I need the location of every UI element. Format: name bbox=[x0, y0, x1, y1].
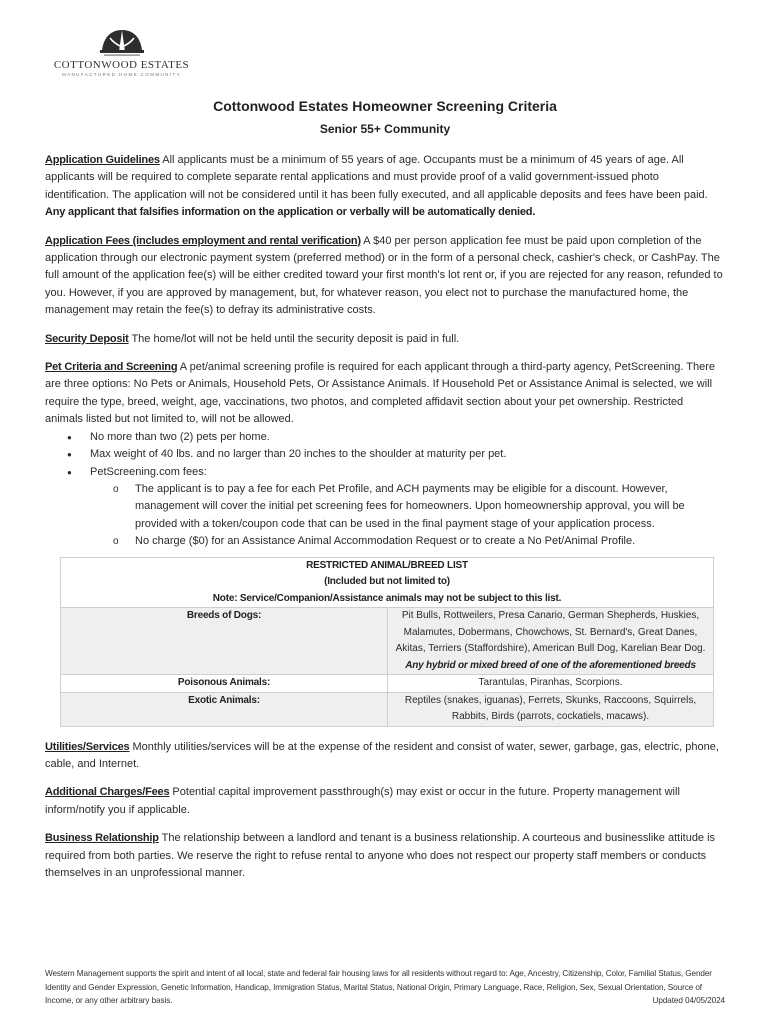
section-application-guidelines bbox=[45, 152, 723, 222]
section-label: Additional Charges/Fees bbox=[45, 786, 170, 799]
document-body bbox=[45, 152, 723, 893]
section-text: All applicants must be a minimum of 55 years of age. Occupants must be a minimum of 45 years of age. All applicants will be required to complete separate rental applications and must provide proof of a valid government-issued photo identification. The application will not be considered until it has been fully executed, and all applicable deposits and fees have been paid. bbox=[45, 154, 708, 201]
list-item: ● No more than two (2) pets per home. bbox=[90, 429, 723, 446]
footer-text: Western Management supports the spirit and intent of all local, state and federal fair housing laws for all residents without regard to: Age, Ancestry, Citizenship, Color, Familial Status, Gender Identity and Gender Expression, Genetic Information, Handicap, Immigration Status, Marital Status, National Origin, Primary Language, Race, Religion, Sex, Sexual Orientation, Source of Income, or any other arbitrary basis. bbox=[45, 969, 712, 1005]
section-text: The home/lot will not be held until the security deposit is paid in full. bbox=[128, 332, 460, 345]
list-item-text: PetScreening.com fees: bbox=[90, 465, 207, 478]
section-security-deposit bbox=[45, 331, 723, 348]
list-item: ● Max weight of 40 lbs. and no larger than 20 inches to the shoulder at maturity per pet. bbox=[90, 446, 723, 463]
table-cell-value: Tarantulas, Piranhas, Scorpions. bbox=[388, 675, 714, 693]
section-pet-criteria bbox=[45, 359, 723, 429]
updated-date: Updated 04/05/2024 bbox=[652, 996, 725, 1005]
restricted-breed-table bbox=[60, 557, 714, 727]
section-utilities bbox=[45, 739, 723, 774]
table-cell-category: Breeds of Dogs: bbox=[61, 608, 388, 675]
section-text: A $40 per person application fee must be paid upon completion of the application through our electronic payment system (preferred method) or in the form of a personal check, cashier's check, or CashPay. The full amount of the application fee(s) will be either credited toward your first month's lot rent or, if you are rejected for any reason, refunded to you. However, if you are approved by management, but, for whatever reason, you elect not to purchase the manufactured home, the management may retain the fee(s) to defray its administrative costs. bbox=[45, 234, 723, 317]
table-cell-category: Exotic Animals: bbox=[61, 692, 388, 726]
pet-rules-list bbox=[45, 429, 723, 551]
breed-list-text: Pit Bulls, Rottweilers, Presa Canario, German Shepherds, Huskies, Malamutes, Dobermans, Chowchows, St. Bernard's, Great Danes, Akitas, Terriers (Staffordshire), American Bull Dog, Karelian Bear Dog. bbox=[395, 610, 706, 655]
logo-name: COTTONWOOD ESTATES bbox=[53, 59, 190, 71]
document-title: Cottonwood Estates Homeowner Screening Criteria bbox=[213, 98, 557, 114]
table-row bbox=[61, 608, 714, 675]
section-business-relationship bbox=[45, 830, 723, 882]
breed-hybrid-note: Any hybrid or mixed breed of one of the aforementioned breeds bbox=[405, 659, 696, 671]
table-header-title: RESTRICTED ANIMAL/BREED LIST bbox=[306, 559, 468, 571]
section-label: Application Fees (includes employment and rental verification) bbox=[45, 234, 361, 247]
section-text: Potential capital improvement passthrough(s) may exist or occur in the future. Property management will inform/notify you if applicable. bbox=[45, 786, 680, 816]
list-item: o No charge ($0) for an Assistance Animal Accommodation Request or to create a No Pet/Animal Profile. bbox=[135, 533, 723, 550]
table-cell-value bbox=[388, 608, 714, 675]
section-additional-charges bbox=[45, 784, 723, 819]
table-header-note: Note: Service/Companion/Assistance animals may not be subject to this list. bbox=[212, 592, 562, 604]
section-text: Monthly utilities/services will be at the expense of the resident and consist of water, sewer, garbage, gas, electric, phone, cable, and Internet. bbox=[45, 740, 719, 770]
section-label: Business Relationship bbox=[45, 832, 159, 845]
table-cell-category: Poisonous Animals: bbox=[61, 675, 388, 693]
section-text: A pet/animal screening profile is required for each applicant through a third-party agency, PetScreening. There are three options: No Pets or Animals, Household Pets, Or Assistance Animals. If Household Pet or Assistance Animal is selected, we will require the type, breed, weight, age, vaccinations, two photos, and completed affidavit section about your pet ownership. Restricted animals listed but not limited to, will not be allowed. bbox=[45, 361, 716, 426]
table-cell-value: Reptiles (snakes, iguanas), Ferrets, Skunks, Raccoons, Squirrels, Rabbits, Birds (parrots, cockatiels, macaws). bbox=[388, 692, 714, 726]
company-logo bbox=[44, 26, 199, 88]
list-item bbox=[90, 464, 723, 551]
list-item: o The applicant is to pay a fee for each Pet Profile, and ACH payments may be eligible for a discount. However, management will cover the initial pet screening fees for homeowners. Upon homeownership approval, you will be provided with a token/coupon code that can be used in the final payment stage of your application process. bbox=[135, 481, 723, 533]
section-label: Application Guidelines bbox=[45, 154, 160, 166]
table-header-sub: (Included but not limited to) bbox=[324, 576, 450, 588]
section-warning: Any applicant that falsifies information on the application or verbally will be automatically denied. bbox=[45, 206, 536, 219]
tree-logo-icon bbox=[98, 26, 146, 58]
section-label: Utilities/Services bbox=[45, 740, 130, 753]
table-row bbox=[61, 675, 714, 693]
table-header bbox=[61, 557, 714, 608]
section-text: The relationship between a landlord and tenant is a business relationship. A courteous and businesslike attitude is required from both parties. We reserve the right to refuse rental to anyone who does not respect our property staff members or conducts themselves in an unprofessional manner. bbox=[45, 832, 716, 879]
fair-housing-footer bbox=[45, 967, 725, 1008]
logo-tagline: MANUFACTURED HOME COMMUNITY bbox=[61, 72, 182, 77]
table-row bbox=[61, 692, 714, 726]
section-label: Pet Criteria and Screening bbox=[45, 361, 178, 374]
document-subtitle: Senior 55+ Community bbox=[319, 122, 451, 136]
section-label: Security Deposit bbox=[45, 332, 129, 345]
pet-fees-sublist bbox=[90, 481, 723, 551]
section-application-fees bbox=[45, 233, 723, 320]
